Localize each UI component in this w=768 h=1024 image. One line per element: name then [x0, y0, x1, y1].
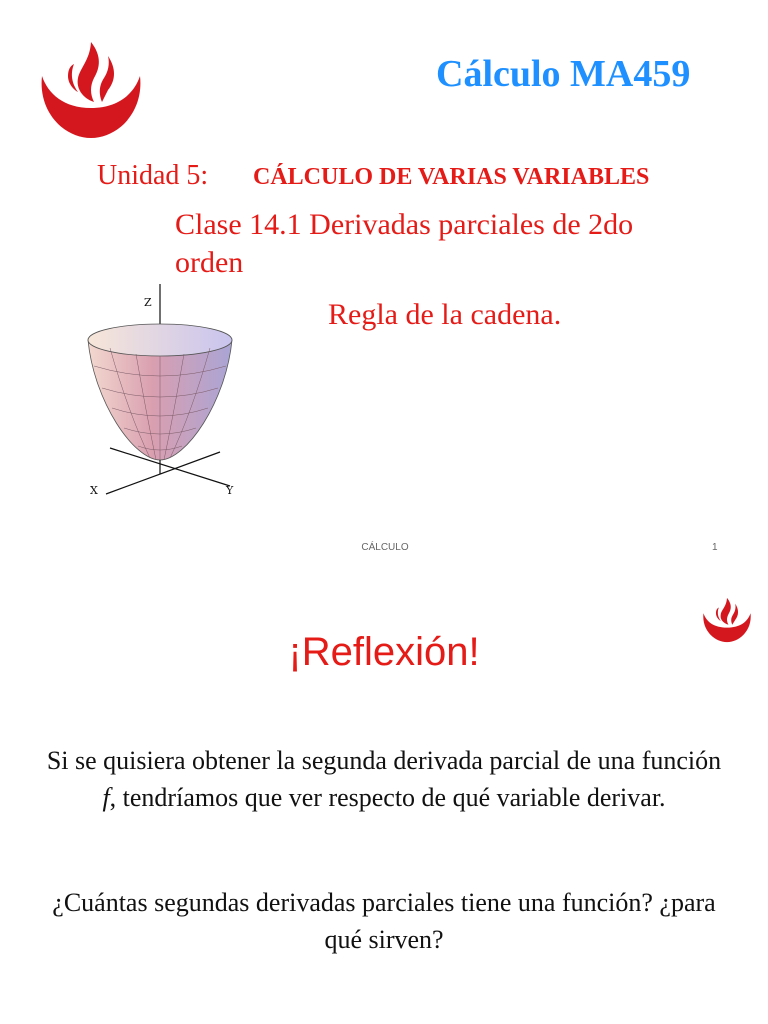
- paragraph-1-before: Si se quisiera obtener la segunda derivada parcial de una función: [46, 746, 722, 775]
- class-title: Clase 14.1 Derivadas parciales de 2do orden: [175, 208, 634, 279]
- unit-name: CÁLCULO DE VARIAS VARIABLES: [253, 164, 650, 190]
- course-title: Cálculo MA459: [436, 53, 691, 95]
- class-subtitle: Regla de la cadena.: [328, 298, 562, 331]
- paragraph-1-after: , tendríamos que ver respecto de qué variable derivar.: [109, 783, 666, 812]
- axis-label-z: Z: [144, 296, 152, 309]
- page-number: 1: [712, 542, 718, 553]
- axis-label-x: X: [90, 484, 98, 497]
- function-variable-f: f: [102, 783, 110, 812]
- reflection-heading: ¡Reflexión!: [288, 630, 480, 674]
- axis-label-y: Y: [226, 484, 234, 497]
- paragraph-2: ¿Cuántas segundas derivadas parciales tiene una función? ¿para qué sirven?: [52, 888, 716, 954]
- unit-label: Unidad 5:: [97, 160, 209, 191]
- slide-footer: CÁLCULO: [361, 542, 409, 553]
- paraboloid-illustration: [80, 282, 250, 506]
- upc-logo-icon: [36, 34, 146, 144]
- paragraph-1: [40, 742, 728, 816]
